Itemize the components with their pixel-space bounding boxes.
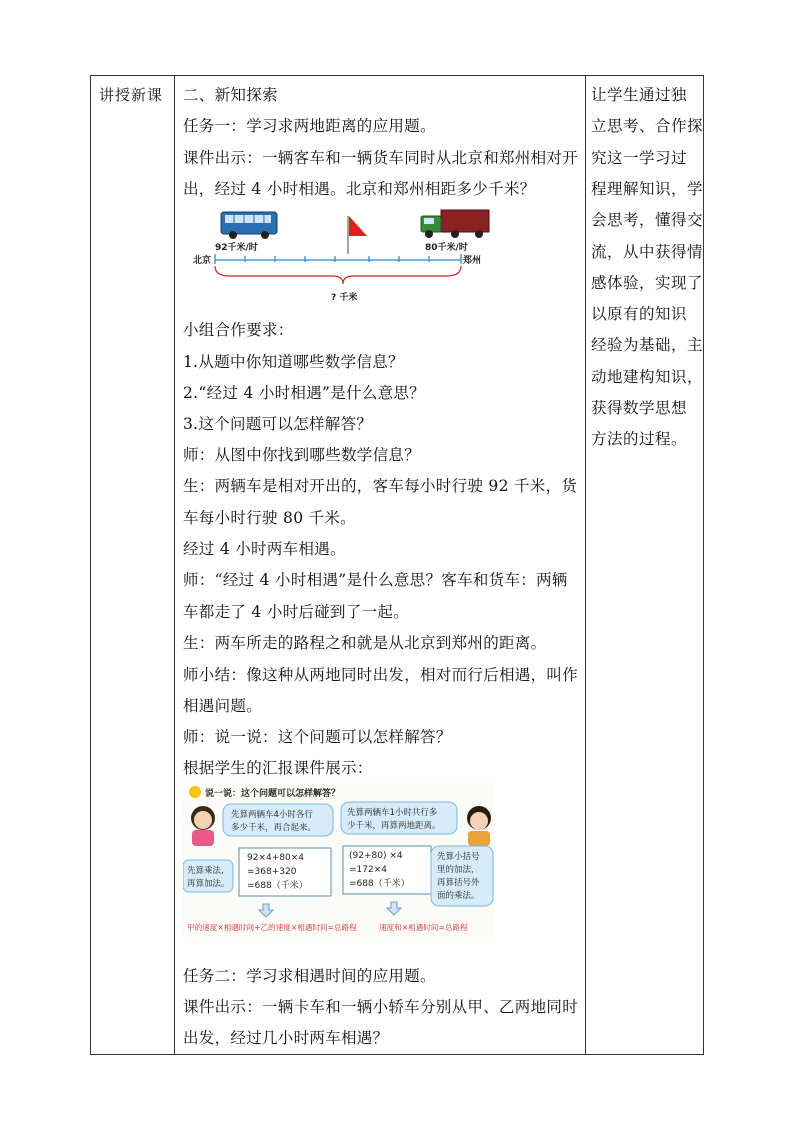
calc-right-line: =172×4 — [349, 865, 387, 875]
speed-left-label: 92千米/时 — [215, 243, 258, 253]
calc-right-line: =688（千米） — [349, 879, 410, 889]
intent-line: 以原有的知识 — [591, 305, 688, 323]
intent-line: 流，从中获得情 — [591, 243, 704, 261]
text-line: 车都走了 4 小时后碰到了一起。 — [183, 603, 410, 621]
calc-left-line: =368+320 — [247, 867, 297, 877]
text-line: 根据学生的汇报课件展示： — [183, 759, 373, 777]
text-line: 2.“经过 4 小时相遇”是什么意思？ — [183, 384, 426, 402]
city-left-label: 北京 — [193, 256, 212, 266]
column-divider — [174, 76, 175, 1054]
calc-right-line: (92+80) ×4 — [349, 851, 403, 861]
text-line: 师小结：像这种从两地同时出发，相对而行后相遇，叫作 — [183, 666, 579, 684]
text-line: 经过 4 小时两车相遇。 — [183, 540, 346, 558]
text-line: 出，经过 4 小时相遇。北京和郑州相距多少千米？ — [183, 180, 536, 198]
bubble-right-line: 少千米，再算两地距离。 — [347, 821, 441, 831]
note-right-line: 面的乘法。 — [437, 891, 480, 901]
text-line: 生：两辆车是相对开出的，客车每小时行驶 92 千米，货 — [183, 477, 578, 495]
figure-header: 说一说：这个问题可以怎样解答？ — [205, 789, 341, 799]
calc-left-line: 92×4+80×4 — [247, 853, 304, 863]
text-line: 二、新知探索 — [183, 86, 278, 104]
calc-left-line: =688（千米） — [247, 881, 308, 891]
text-line: 任务二：学习求相遇时间的应用题。 — [183, 967, 436, 985]
flag-icon — [348, 216, 367, 254]
intent-line: 程理解知识，学 — [591, 180, 704, 198]
text-line: 1.从题中你知道哪些数学信息？ — [183, 353, 404, 371]
girl-avatar-icon — [191, 806, 215, 846]
lesson-table — [90, 75, 704, 1055]
bubble-left-line: 先算两辆车4小时各行 — [231, 810, 313, 820]
intent-line: 让学生通过独 — [591, 86, 688, 104]
note-left-line: 先算乘法, — [187, 866, 224, 876]
text-line: 任务一：学习求两地距离的应用题。 — [183, 117, 436, 135]
intent-line: 会思考，懂得交 — [591, 211, 704, 229]
intent-line: 究这一学习过 — [591, 149, 688, 167]
bus-icon — [221, 212, 277, 239]
column-divider — [585, 76, 586, 1054]
formula-right: 速度和×相遇时间=总路程 — [379, 923, 468, 932]
lightbulb-icon — [189, 786, 201, 798]
note-left-line: 再算加法。 — [187, 879, 230, 889]
intent-line: 立思考、合作探 — [591, 117, 704, 135]
intent-line: 获得数学思想 — [591, 399, 688, 417]
text-line: 出发，经过几小时两车相遇？ — [183, 1029, 389, 1047]
intent-line: 感体验，实现了 — [591, 274, 704, 292]
text-line: 课件出示：一辆客车和一辆货车同时从北京和郑州相对开 — [183, 149, 579, 167]
distance-question-label: ? 千米 — [331, 293, 358, 303]
text-line: 小组合作要求： — [183, 321, 294, 339]
distance-diagram — [193, 206, 503, 306]
text-line: 车每小时行驶 80 千米。 — [183, 509, 356, 527]
text-line: 相遇问题。 — [183, 697, 263, 715]
intent-line: 动地建构知识， — [591, 368, 704, 386]
bubble-left-line: 多少千米，再合起来。 — [231, 823, 317, 833]
note-right-line: 先算小括号 — [437, 852, 480, 862]
text-line: 3.这个问题可以怎样解答？ — [183, 415, 373, 433]
formula-left: 甲的速度×相遇时间+乙的速度×相遇时间=总路程 — [187, 923, 357, 932]
note-right-line: 再算括号外 — [437, 878, 480, 888]
solution-methods-figure — [183, 778, 495, 940]
intent-line: 方法的过程。 — [591, 430, 688, 448]
section-label: 讲授新课 — [99, 86, 164, 104]
text-line: 师：说一说：这个问题可以怎样解答？ — [183, 728, 452, 746]
note-right-line: 里的加法， — [437, 865, 480, 875]
intent-line: 经验为基础，主 — [591, 336, 704, 354]
speed-right-label: 80千米/时 — [425, 243, 468, 253]
boy-avatar-icon — [467, 806, 491, 846]
text-line: 师：“经过 4 小时相遇”是什么意思？客车和货车：两辆 — [183, 571, 568, 589]
text-line: 生：两车所走的路程之和就是从北京到郑州的距离。 — [183, 634, 547, 652]
truck-icon — [421, 210, 489, 238]
city-right-label: 郑州 — [463, 256, 482, 266]
bubble-right-line: 先算两辆车1小时共行多 — [347, 808, 438, 818]
text-line: 师：从图中你找到哪些数学信息？ — [183, 446, 421, 464]
text-line: 课件出示：一辆卡车和一辆小轿车分别从甲、乙两地同时 — [183, 998, 579, 1016]
